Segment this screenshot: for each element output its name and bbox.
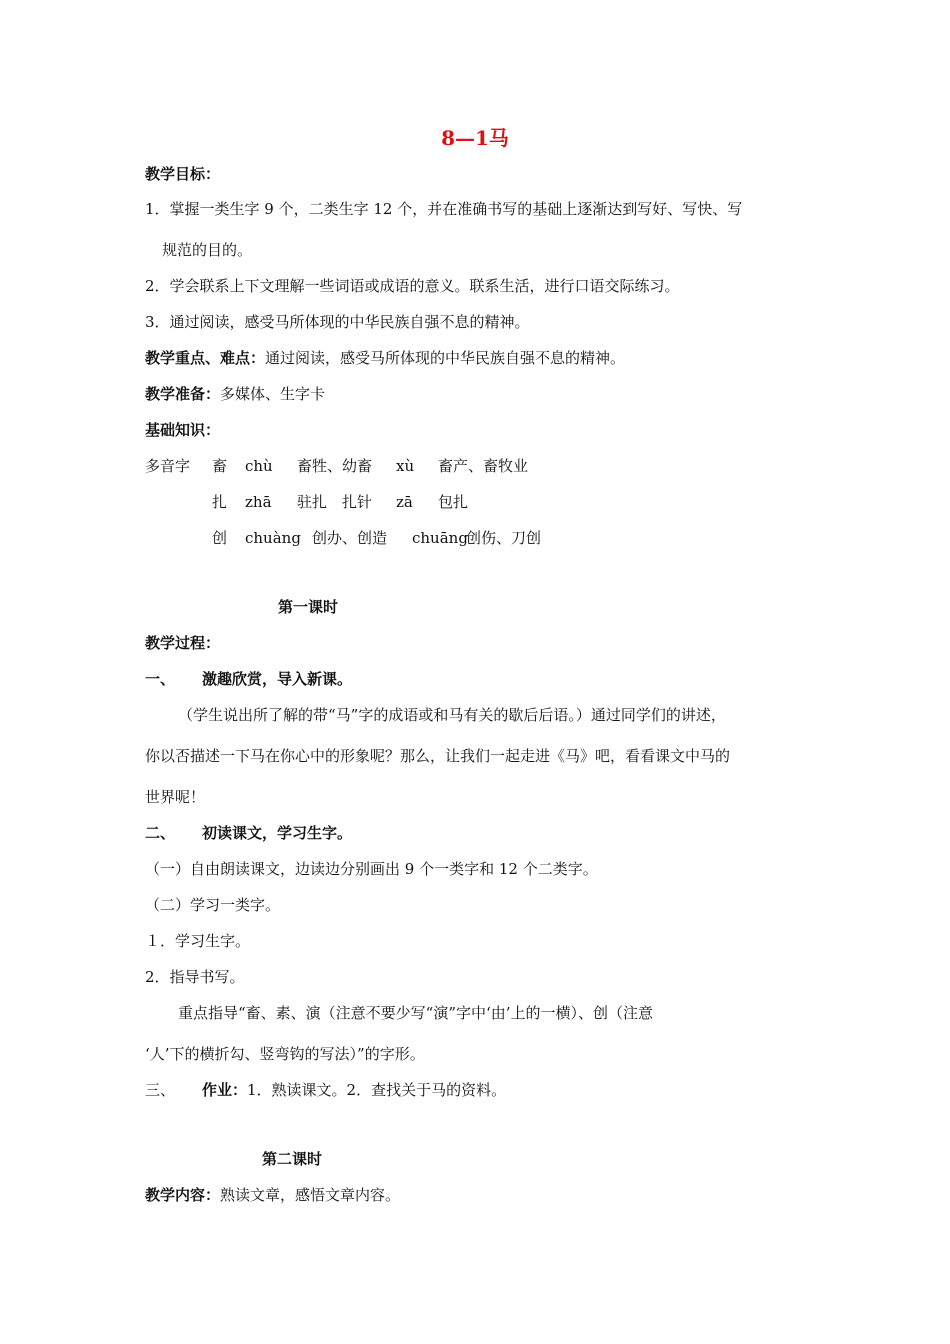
sub-step-2: （二）学习一类字。 (145, 896, 281, 914)
paragraph-1-line-3: 世界呢！ (145, 788, 206, 806)
preparation (145, 384, 325, 404)
content-label: 教学内容： (145, 1186, 221, 1204)
objective-2: 2．学会联系上下文理解一些词语或成语的意义。联系生活，进行口语交际练习。 (145, 277, 680, 295)
key-points-label: 教学重点、难点： (145, 349, 266, 367)
words-2: 畜产、畜牧业 (438, 457, 529, 475)
paragraph-1-line-1: （学生说出所了解的带“马”字的成语或和马有关的歇后后语。）通过同学们的讲述， (178, 706, 726, 724)
pinyin-1: chù (245, 457, 273, 475)
content-text: 熟读文章，感悟文章内容。 (220, 1186, 401, 1204)
guide-line-1: 重点指导“畜、素、演（注意不要少写“演”字中‘由’上的一横）、创（注意 (178, 1004, 654, 1022)
lesson-1-heading: 第一课时 (278, 598, 339, 616)
pinyin-1: zhā (245, 493, 272, 511)
lesson-2-content (145, 1185, 400, 1205)
pinyin-2: xù (396, 457, 415, 475)
document-title: 8—1马 (441, 126, 509, 150)
basics-heading: 基础知识： (145, 421, 221, 439)
objective-1-line-1: 1．掌握一类生字 9 个，二类生字 12 个，并在准确书写的基础上逐渐达到写好、写快、写 (145, 200, 743, 218)
sub-step-2-1: １．学习生字。 (145, 932, 251, 950)
key-points-text: 通过阅读，感受马所体现的中华民族自强不息的精神。 (265, 349, 626, 367)
lesson-2-heading: 第二课时 (262, 1150, 323, 1168)
polyphone-char: 创 (212, 529, 228, 547)
objective-1-line-2: 规范的目的。 (162, 241, 253, 259)
homework-text: 1．熟读课文。2．查找关于马的资料。 (247, 1081, 507, 1099)
words-2: 包扎 (438, 493, 469, 511)
step-2-number: 二、 (145, 824, 176, 842)
sub-step-2-2: 2．指导书写。 (145, 968, 245, 986)
preparation-text: 多媒体、生字卡 (220, 385, 326, 403)
process-heading: 教学过程： (145, 634, 221, 652)
words-1: 驻扎 扎针 (297, 493, 373, 511)
homework-label: 作业： (202, 1081, 248, 1099)
guide-line-2: ‘人’下的横折勾、竖弯钩的写法）”的字形。 (145, 1045, 425, 1063)
preparation-label: 教学准备： (145, 385, 221, 403)
step-2-title: 初读课文，学习生字。 (202, 824, 353, 842)
step-3-number: 三、 (145, 1081, 176, 1099)
key-points (145, 348, 625, 368)
pinyin-1: chuàng (245, 529, 301, 547)
words-1: 畜牲、幼畜 (297, 457, 373, 475)
step-1-number: 一、 (145, 670, 176, 688)
paragraph-1-line-2: 你以否描述一下马在你心中的形象呢？那么，让我们一起走进《马》吧，看看课文中马的 (145, 747, 731, 765)
pinyin-2: zā (396, 493, 413, 511)
sub-step-1: （一）自由朗读课文，边读边分别画出 9 个一类字和 12 个二类字。 (145, 860, 598, 878)
objective-3: 3．通过阅读，感受马所体现的中华民族自强不息的精神。 (145, 313, 530, 331)
pinyin-2: chuāng (412, 529, 468, 547)
polyphone-char: 扎 (212, 493, 228, 511)
words-2: 创伤、刀创 (466, 529, 542, 547)
polyphone-label: 多音字 (145, 457, 191, 475)
objectives-heading: 教学目标： (145, 165, 221, 183)
step-3 (202, 1080, 506, 1100)
step-1-title: 激趣欣赏，导入新课。 (202, 670, 353, 688)
polyphone-char: 畜 (212, 457, 228, 475)
words-1: 创办、创造 (312, 529, 388, 547)
